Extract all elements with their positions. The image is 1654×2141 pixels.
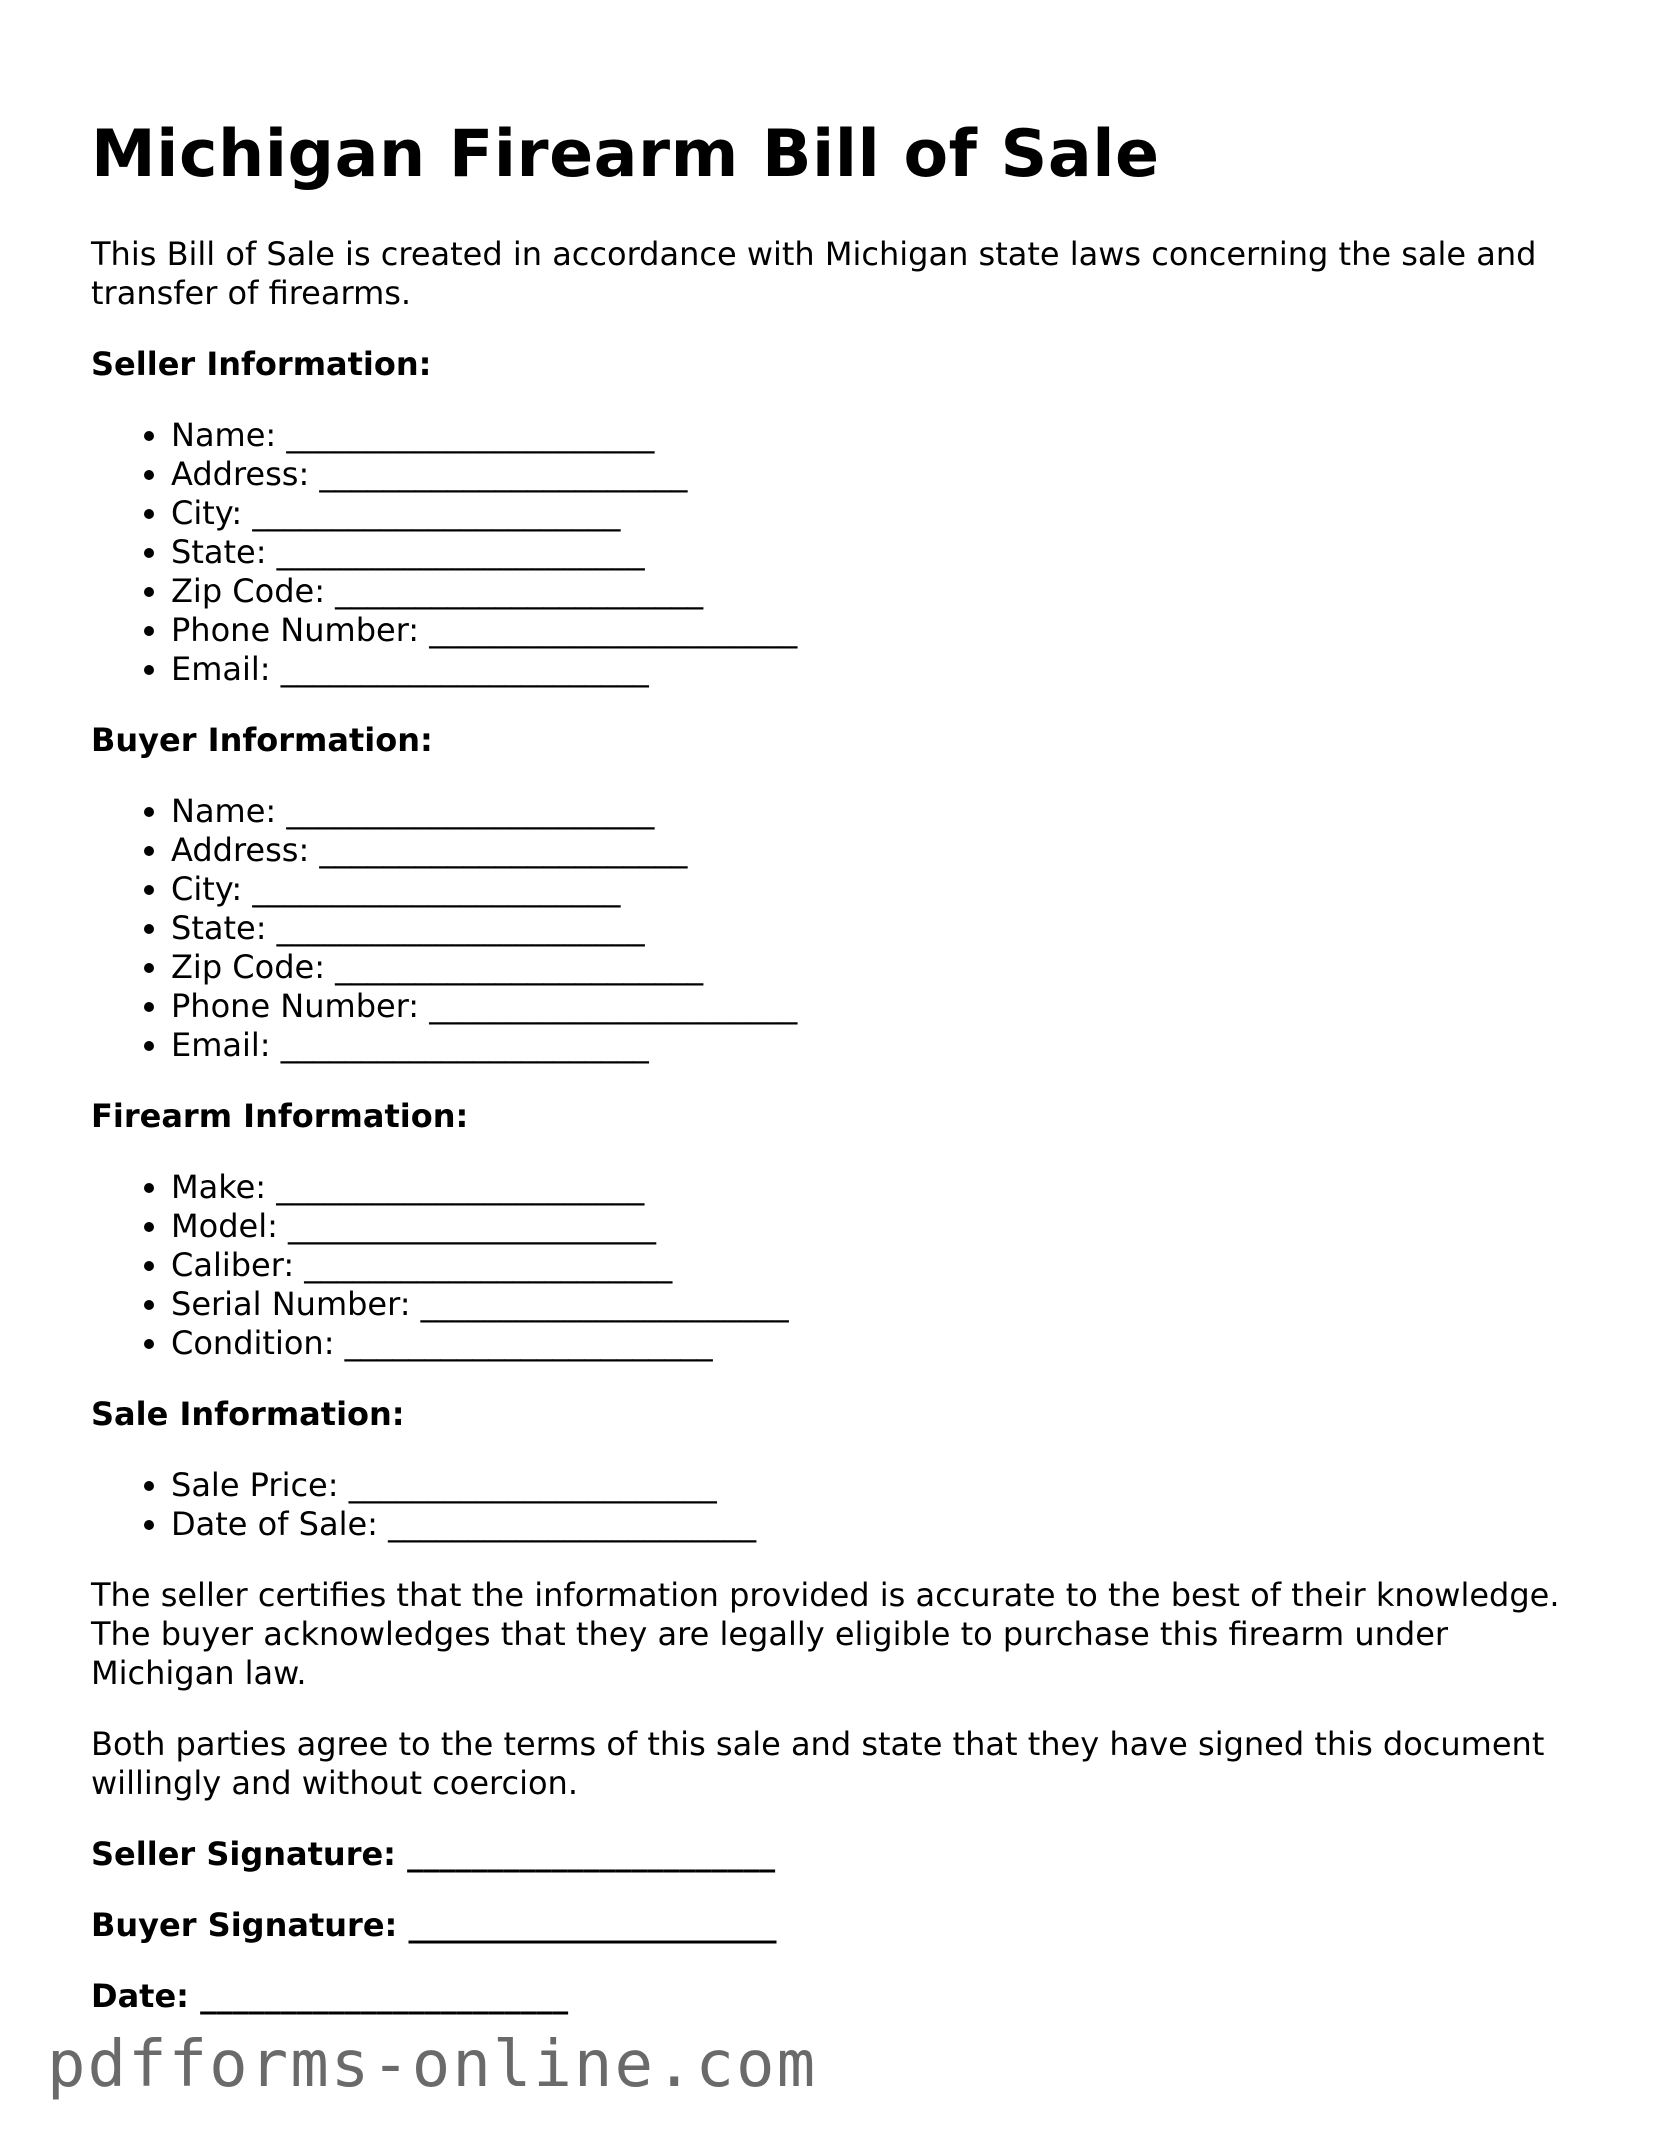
sale-price-field[interactable]: • Sale Price: _______________________ bbox=[171, 1466, 1571, 1505]
seller-field-list bbox=[91, 416, 1571, 689]
seller-signature-line[interactable]: Seller Signature: _______________________ bbox=[91, 1835, 776, 1873]
seller-zip-field[interactable]: • Zip Code: _______________________ bbox=[171, 572, 1571, 611]
sale-heading: Sale Information: bbox=[91, 1395, 405, 1433]
signature-date-line[interactable]: Date: _______________________ bbox=[91, 1977, 569, 2015]
buyer-city-field[interactable]: • City: _______________________ bbox=[171, 870, 1571, 909]
sale-field-list bbox=[91, 1466, 1571, 1544]
watermark: pdfforms-online.com bbox=[47, 2028, 818, 2102]
sale-date-field[interactable]: • Date of Sale: _______________________ bbox=[171, 1505, 1571, 1544]
seller-phone-field[interactable]: • Phone Number: _______________________ bbox=[171, 611, 1571, 650]
firearm-serial-field[interactable]: • Serial Number: _______________________ bbox=[171, 1285, 1571, 1324]
agreement-paragraph: Both parties agree to the terms of this sale and state that they have signed this document willingly and without coercion. bbox=[91, 1725, 1545, 1802]
buyer-zip-field[interactable]: • Zip Code: _______________________ bbox=[171, 948, 1571, 987]
seller-heading: Seller Information: bbox=[91, 345, 432, 383]
firearm-caliber-field[interactable]: • Caliber: _______________________ bbox=[171, 1246, 1571, 1285]
firearm-condition-field[interactable]: • Condition: _______________________ bbox=[171, 1324, 1571, 1363]
document-title: Michigan Firearm Bill of Sale bbox=[91, 117, 1160, 192]
buyer-name-field[interactable]: • Name: _______________________ bbox=[171, 792, 1571, 831]
seller-state-field[interactable]: • State: _______________________ bbox=[171, 533, 1571, 572]
certification-paragraph: The seller certifies that the information provided is accurate to the best of their knowledge. The buyer acknowledges that they are legally eligible to purchase this firearm under Michigan law. bbox=[91, 1576, 1560, 1692]
seller-name-field[interactable]: • Name: _______________________ bbox=[171, 416, 1571, 455]
seller-city-field[interactable]: • City: _______________________ bbox=[171, 494, 1571, 533]
firearm-heading: Firearm Information: bbox=[91, 1097, 469, 1135]
buyer-heading: Buyer Information: bbox=[91, 721, 433, 759]
buyer-address-field[interactable]: • Address: _______________________ bbox=[171, 831, 1571, 870]
buyer-field-list bbox=[91, 792, 1571, 1065]
firearm-model-field[interactable]: • Model: _______________________ bbox=[171, 1207, 1571, 1246]
buyer-email-field[interactable]: • Email: _______________________ bbox=[171, 1026, 1571, 1065]
buyer-signature-line[interactable]: Buyer Signature: _______________________ bbox=[91, 1906, 777, 1944]
seller-email-field[interactable]: • Email: _______________________ bbox=[171, 650, 1571, 689]
document-page bbox=[91, 100, 1571, 2016]
intro-paragraph: This Bill of Sale is created in accordance with Michigan state laws concerning the sale and transfer of firearms. bbox=[91, 235, 1537, 312]
seller-address-field[interactable]: • Address: _______________________ bbox=[171, 455, 1571, 494]
firearm-make-field[interactable]: • Make: _______________________ bbox=[171, 1168, 1571, 1207]
buyer-phone-field[interactable]: • Phone Number: _______________________ bbox=[171, 987, 1571, 1026]
firearm-field-list bbox=[91, 1168, 1571, 1363]
buyer-state-field[interactable]: • State: _______________________ bbox=[171, 909, 1571, 948]
